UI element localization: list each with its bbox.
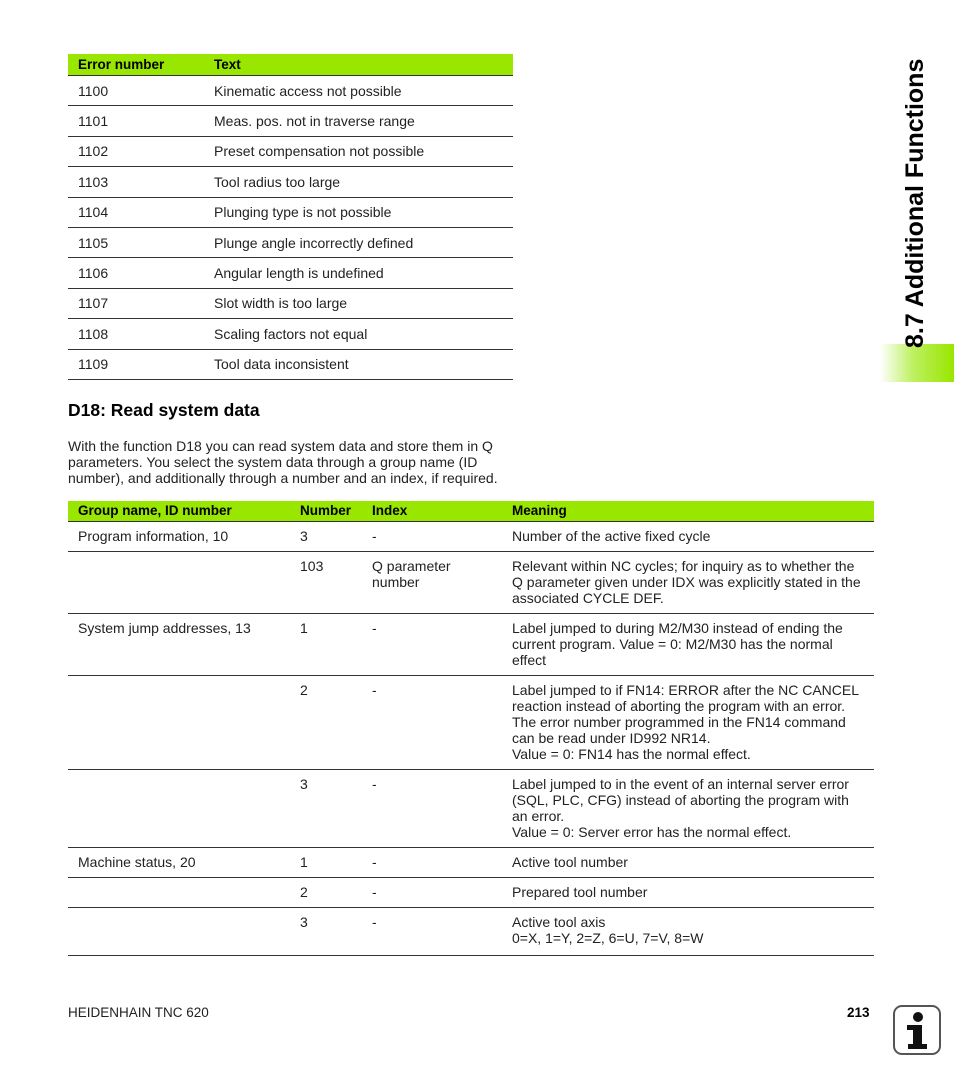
meaning-cell [502, 848, 874, 878]
table-row [68, 770, 874, 848]
meaning-cell [502, 908, 874, 956]
error-number: 1104 [68, 197, 204, 227]
table-row [68, 197, 513, 227]
error-number: 1107 [68, 288, 204, 318]
index-cell: - [362, 878, 502, 908]
table-row [68, 349, 513, 379]
number-cell: 103 [290, 552, 362, 614]
error-text: Plunge angle incorrectly defined [204, 227, 513, 257]
number-cell: 3 [290, 522, 362, 552]
meaning-line: Label jumped to during M2/M30 instead of ending the current program. Value = 0: M2/M30 has the normal effect [512, 620, 843, 668]
manual-name: HEIDENHAIN TNC 620 [68, 1005, 209, 1020]
meaning-cell [502, 614, 874, 676]
table-row [68, 319, 513, 349]
meaning-cell [502, 878, 874, 908]
group-cell: Machine status, 20 [68, 848, 290, 878]
index-cell: - [362, 676, 502, 770]
error-text: Plunging type is not possible [204, 197, 513, 227]
info-glyph [895, 1007, 939, 1053]
table-row [68, 878, 874, 908]
table-header-row [68, 501, 874, 522]
table-row [68, 106, 513, 136]
page-number: 213 [847, 1005, 870, 1020]
table-row [68, 136, 513, 166]
meaning-cell [502, 770, 874, 848]
error-text: Meas. pos. not in traverse range [204, 106, 513, 136]
group-cell: System jump addresses, 13 [68, 614, 290, 676]
column-header-group: Group name, ID number [68, 501, 290, 522]
table-row [68, 258, 513, 288]
meaning-line: Prepared tool number [512, 884, 648, 900]
index-cell: - [362, 522, 502, 552]
error-text: Scaling factors not equal [204, 319, 513, 349]
error-number: 1108 [68, 319, 204, 349]
chapter-side-title [895, 58, 935, 648]
group-cell [68, 676, 290, 770]
index-cell: - [362, 908, 502, 956]
group-cell: Program information, 10 [68, 522, 290, 552]
number-cell: 3 [290, 908, 362, 956]
number-cell: 2 [290, 676, 362, 770]
meaning-line: Active tool axis [512, 914, 606, 930]
table-row [68, 848, 874, 878]
meaning-cell [502, 552, 874, 614]
number-cell: 1 [290, 848, 362, 878]
error-number-table [68, 54, 513, 380]
column-header-index: Index [362, 501, 502, 522]
table-row [68, 614, 874, 676]
column-header-error-number: Error number [68, 54, 204, 76]
error-number: 1100 [68, 76, 204, 106]
column-header-text: Text [204, 54, 513, 76]
error-text: Kinematic access not possible [204, 76, 513, 106]
meaning-line: Value = 0: FN14 has the normal effect. [512, 746, 751, 762]
table-row [68, 676, 874, 770]
table-row [68, 552, 874, 614]
meaning-line: Number of the active fixed cycle [512, 528, 711, 544]
number-cell: 2 [290, 878, 362, 908]
column-header-number: Number [290, 501, 362, 522]
table-row [68, 167, 513, 197]
error-number: 1102 [68, 136, 204, 166]
column-header-meaning: Meaning [502, 501, 874, 522]
error-number: 1103 [68, 167, 204, 197]
error-text: Angular length is undefined [204, 258, 513, 288]
meaning-line: Relevant within NC cycles; for inquiry as to whether the Q parameter given under IDX was explicitly stated in the associated CYCLE DEF. [512, 558, 861, 606]
error-text: Tool data inconsistent [204, 349, 513, 379]
meaning-line: Label jumped to in the event of an internal server error (SQL, PLC, CFG) instead of aborting the program with an error. [512, 776, 849, 824]
group-cell [68, 908, 290, 956]
meaning-line: Label jumped to if FN14: ERROR after the NC CANCEL reaction instead of aborting the program with an error. The error number programmed in the FN14 command can be read under ID992 NR14. [512, 682, 859, 746]
table-header-row [68, 54, 513, 76]
number-cell: 3 [290, 770, 362, 848]
error-number: 1109 [68, 349, 204, 379]
index-cell: - [362, 770, 502, 848]
section-heading: D18: Read system data [68, 400, 260, 420]
error-number: 1106 [68, 258, 204, 288]
error-text: Tool radius too large [204, 167, 513, 197]
table-row [68, 908, 874, 956]
table-row [68, 76, 513, 106]
error-number: 1101 [68, 106, 204, 136]
number-cell: 1 [290, 614, 362, 676]
index-cell: - [362, 848, 502, 878]
group-cell [68, 770, 290, 848]
meaning-line: Value = 0: Server error has the normal effect. [512, 824, 792, 840]
table-row [68, 522, 874, 552]
info-icon [893, 1005, 941, 1055]
error-text: Preset compensation not possible [204, 136, 513, 166]
group-cell [68, 552, 290, 614]
system-data-table [68, 501, 874, 956]
table-row [68, 227, 513, 257]
error-number: 1105 [68, 227, 204, 257]
meaning-line: 0=X, 1=Y, 2=Z, 6=U, 7=V, 8=W [512, 930, 704, 946]
meaning-cell [502, 522, 874, 552]
meaning-cell [502, 676, 874, 770]
intro-paragraph: With the function D18 you can read system data and store them in Q parameters. You select the system data through a group name (ID number), and additionally through a number and an index, if required. [68, 438, 498, 486]
index-cell: - [362, 614, 502, 676]
meaning-line: Active tool number [512, 854, 628, 870]
table-row [68, 288, 513, 318]
index-cell: Q parameter number [362, 552, 502, 614]
group-cell [68, 878, 290, 908]
error-text: Slot width is too large [204, 288, 513, 318]
chapter-title-text: 8.7 Additional Functions [901, 58, 929, 348]
